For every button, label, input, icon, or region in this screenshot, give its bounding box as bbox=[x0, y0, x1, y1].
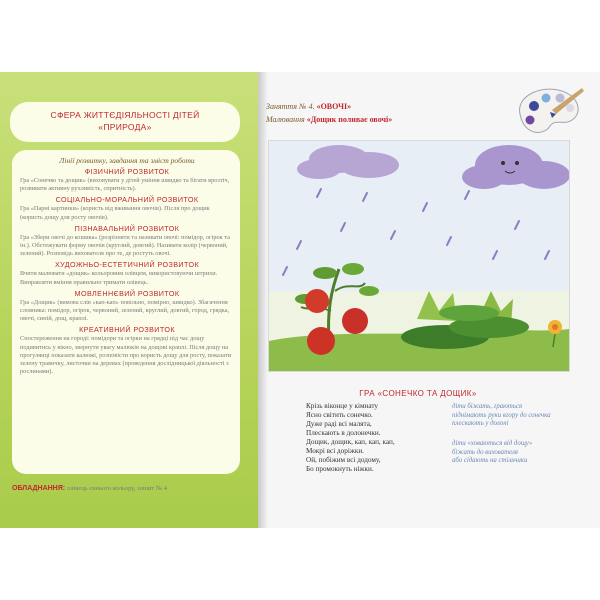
verse-line: Ой, побіжим всі додому, bbox=[306, 456, 381, 464]
section-heading: ПІЗНАВАЛЬНИЙ РОЗВИТОК bbox=[74, 223, 180, 233]
section-text: Гра «Дощик» (вимова слів «кап-кап» повільно, помірно, швидко). Збагачення словника: помідор, огірок, червоний, зелений, круглий, довгий, город, грядка, овочі, синій, дощ, краплі. bbox=[20, 298, 230, 323]
drawing-heading bbox=[266, 115, 392, 124]
sphere-title-box bbox=[10, 102, 240, 142]
verse-line: Крізь віконце у кімнату bbox=[306, 402, 379, 410]
page-fold bbox=[258, 72, 268, 528]
equipment-text: олівець синього кольору, зошит № 4 bbox=[67, 485, 167, 492]
development-content-box bbox=[12, 150, 240, 474]
section-text: Вчити малювати «дощик» кольоровим олівцем, використовуючи штрихи. Виправляти вміння правильно тримати олівець. bbox=[20, 270, 218, 286]
palette-icon bbox=[512, 84, 586, 144]
lesson-heading bbox=[266, 102, 351, 111]
verse-line: Ясно світить сонечко. bbox=[306, 411, 373, 419]
sphere-title-line2: «ПРИРОДА» bbox=[98, 122, 152, 132]
section-text: Гра «Збери овочі до кошика» (розрізняти та називати овочі: помідор, огірок та ін.). Обстежувати форму овочів (круглий, довгий). Називати колір (червоний, зелений). Розповідь вихователя про те, де ростуть овочі. bbox=[20, 233, 230, 258]
lesson-title: «ОВОЧІ» bbox=[316, 102, 352, 111]
note-line: піднімають руки вгору до сонечка bbox=[452, 411, 551, 419]
section-text: Гра «Парні картинки» (користь від вживання овочів). Після про дощик (користь дощу для росту овочів). bbox=[20, 205, 210, 221]
drawing-title: «Дощик поливає овочі» bbox=[306, 115, 393, 124]
lesson-label: Заняття № 4. bbox=[266, 102, 315, 111]
section-heading: МОВЛЕННЄВИЙ РОЗВИТОК bbox=[74, 288, 180, 298]
drawing-label: Малювання bbox=[266, 115, 305, 124]
section-heading: ФІЗИЧНИЙ РОЗВИТОК bbox=[84, 167, 170, 176]
verse-line: Плескають в долонечки. bbox=[306, 429, 381, 437]
action-note-1 bbox=[452, 403, 551, 429]
section-heading: СОЦІАЛЬНО-МОРАЛЬНИЙ РОЗВИТОК bbox=[55, 195, 199, 205]
sphere-title-line1: СФЕРА ЖИТТЄДІЯЛЬНОСТІ ДІТЕЙ bbox=[50, 110, 200, 120]
note-line: діти біжать, граються bbox=[452, 403, 523, 410]
verse-line: Дуже раді всі малята, bbox=[306, 420, 372, 428]
song-verse bbox=[306, 402, 436, 474]
song-title: ГРА «СОНЕЧКО ТА ДОЩИК» bbox=[359, 389, 477, 398]
lines-title: Лінії розвитку, завдання та зміст роботи bbox=[59, 156, 195, 165]
section-text: Гра «Сонечко та дощик» (виховувати у дітей уміння швидко та бігати врозтіч, розвивати активну рухливість, спритність). bbox=[20, 177, 230, 193]
verse-line: Бо промокнуть ніжки. bbox=[306, 465, 374, 473]
vegetable-garden-illustration bbox=[268, 140, 570, 372]
note-line: або сідають на стільчики bbox=[452, 457, 528, 464]
action-note-2 bbox=[452, 440, 532, 466]
note-line: плескають у долоні bbox=[452, 420, 509, 427]
verse-line: Мокрі всі доріжки. bbox=[306, 447, 364, 455]
equipment-line bbox=[12, 485, 242, 492]
verse-line: Дощик, дощик, кап, кап, кап, bbox=[306, 438, 395, 446]
note-line: біжать до вихователя bbox=[452, 448, 518, 456]
note-line: діти «ховаються від дощу» bbox=[452, 440, 533, 447]
equipment-label: ОБЛАДНАННЯ: bbox=[12, 485, 66, 492]
section-heading: ХУДОЖНЬО-ЕСТЕТИЧНИЙ РОЗВИТОК bbox=[54, 260, 200, 270]
section-text: Спостереження на городі: помідори та огірки на грядці під час дощу подивитись у вікно, звернути увагу малюків на дощові краплі. Після дощу на прогулянці показати калюжі, розповісти про користь дощу для росту, показати зелену травичку, листочки на деревах (проведення дослідницької діяльності з рослинами). bbox=[20, 335, 232, 376]
section-heading: КРЕАТИВНИЙ РОЗВИТОК bbox=[79, 325, 175, 335]
